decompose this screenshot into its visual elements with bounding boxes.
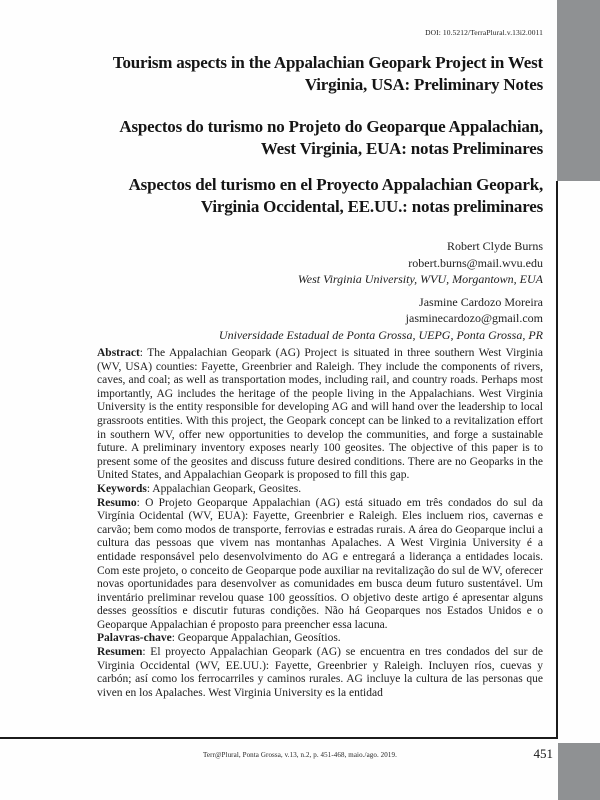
author-name: Jasmine Cardozo Moreira [419,294,543,309]
title-portuguese-line2: West Virginia, EUA: notas Preliminares [260,139,543,158]
title-english-line2: Virginia, USA: Preliminary Notes [304,75,543,94]
keywords-line [97,483,543,497]
page-number: 451 [533,746,553,761]
abstract-paragraph [97,347,543,483]
author-block [97,238,543,343]
doi-text: DOI: 10.5212/TerraPlural.v.13i2.0011 [425,28,543,37]
resumen-text: : El proyecto Appalachian Geopark (AG) se encuentra en tres condados del sur de Virginia Occidental (WV, EE.UU.): Fayette, Greenbrier y Raleigh. Incluyen ríos, cuevas y carbón; así como los ferrocarriles y caminos rurales. AG incluye la cultura de las personas que viven en los Apalaches. West Virginia University es la entidad [97,646,543,699]
palavras-chave-text: : Geoparque Appalachian, Geosítios. [171,632,341,645]
resumo-text: : O Projeto Geoparque Appalachian (AG) está situado em três condados do sul da Virgínia Ocidental (WV, EUA): Fayette, Greenbrier e Raleigh. Eles incluem rios, cavernas e carvão; bem como modos de transporte, ferrovias e estradas rurais. A área do Geoparque inclui a cultura das pessoas que vivem nas montanhas Apalaches. A West Virginia University é a entidade responsável pelo desenvolvimento do AG e entregará a liderança a entidades locais. Com este projeto, o conceito de Geoparque pode auxiliar na revitalização do sul de WV, oferecer novas oportunidades para desenvolver as comunidades em busca deum futuro sustentável. Um inventário preliminar revelou quase 100 geossítios. O objetivo deste artigo é apresentar alguns desses geossítios e discutir futuras condições. Não há Geoparques nos Estados Unidos e o Geoparque Appalachian é proposto para preencher essa lacuna. [97,496,543,631]
title-spanish [97,174,543,218]
title-spanish-line2: Virginia Occidental, EE.UU.: notas preliminares [200,197,543,216]
resumo-paragraph [97,497,543,633]
title-spanish-line1: Aspectos del turismo en el Proyecto Appalachian Geopark, [128,175,543,194]
footer-rule-line [0,737,558,739]
article-front-matter [97,347,543,737]
page-edge-vertical-line [556,181,558,739]
title-english-line1: Tourism aspects in the Appalachian Geopark Project in West [112,53,543,72]
title-english [97,52,543,96]
title-portuguese-line1: Aspectos do turismo no Projeto do Geoparque Appalachian, [119,117,543,136]
author-email: robert.burns@mail.wvu.edu [408,255,543,270]
scan-background-top-right [557,0,600,181]
author-email: jasminecardozo@gmail.com [405,311,543,325]
author-affiliation: Universidade Estadual de Ponta Grossa, UEPG, Ponta Grossa, PR [218,327,543,342]
author-entry-2 [97,294,543,344]
palavras-chave-line [97,632,543,646]
author-entry-1 [97,238,543,288]
abstract-label: Abstract [97,347,140,359]
footer-journal-info: Terr@Plural, Ponta Grossa, v.13, n.2, p. 451-468, maio./ago. 2019. [203,751,397,759]
palavras-chave-label: Palavras-chave [97,632,172,645]
abstract-text: : The Appalachian Geopark (AG) Project is situated in three southern West Virginia (WV, USA) counties: Fayette, Greenbrier and Raleigh. They include the components of rivers, caves, and coal; as well as transportation modes, including rail, and country roads. Perhaps most importantly, AG includes the heritage of the people living in the Appalachians. West Virginia University is the entity responsible for developing AG and will hand over the leadership to local grassroots entities. With this project, the Geopark concept can be linked to a revitalization effort in southern WV, offer new opportunities to develop the communities, and forge a sustainable future. A preliminary inventory exposes nearly 100 geosites. The objective of this paper is to present some of the geosites and discuss future desired conditions. There are no Geoparks in the United States, and Appalachian Geopark is proposed to fill this gap. [97,347,543,482]
resumen-paragraph [97,646,543,700]
resumo-label: Resumo [97,496,137,509]
author-affiliation: West Virginia University, WVU, Morgantown, EUA [297,272,543,286]
title-portuguese [97,116,543,160]
keywords-label: Keywords [97,482,147,495]
author-name: Robert Clyde Burns [447,239,543,253]
resumen-label: Resumen [97,646,143,659]
keywords-text: : Appalachian Geopark, Geosites. [146,482,302,495]
